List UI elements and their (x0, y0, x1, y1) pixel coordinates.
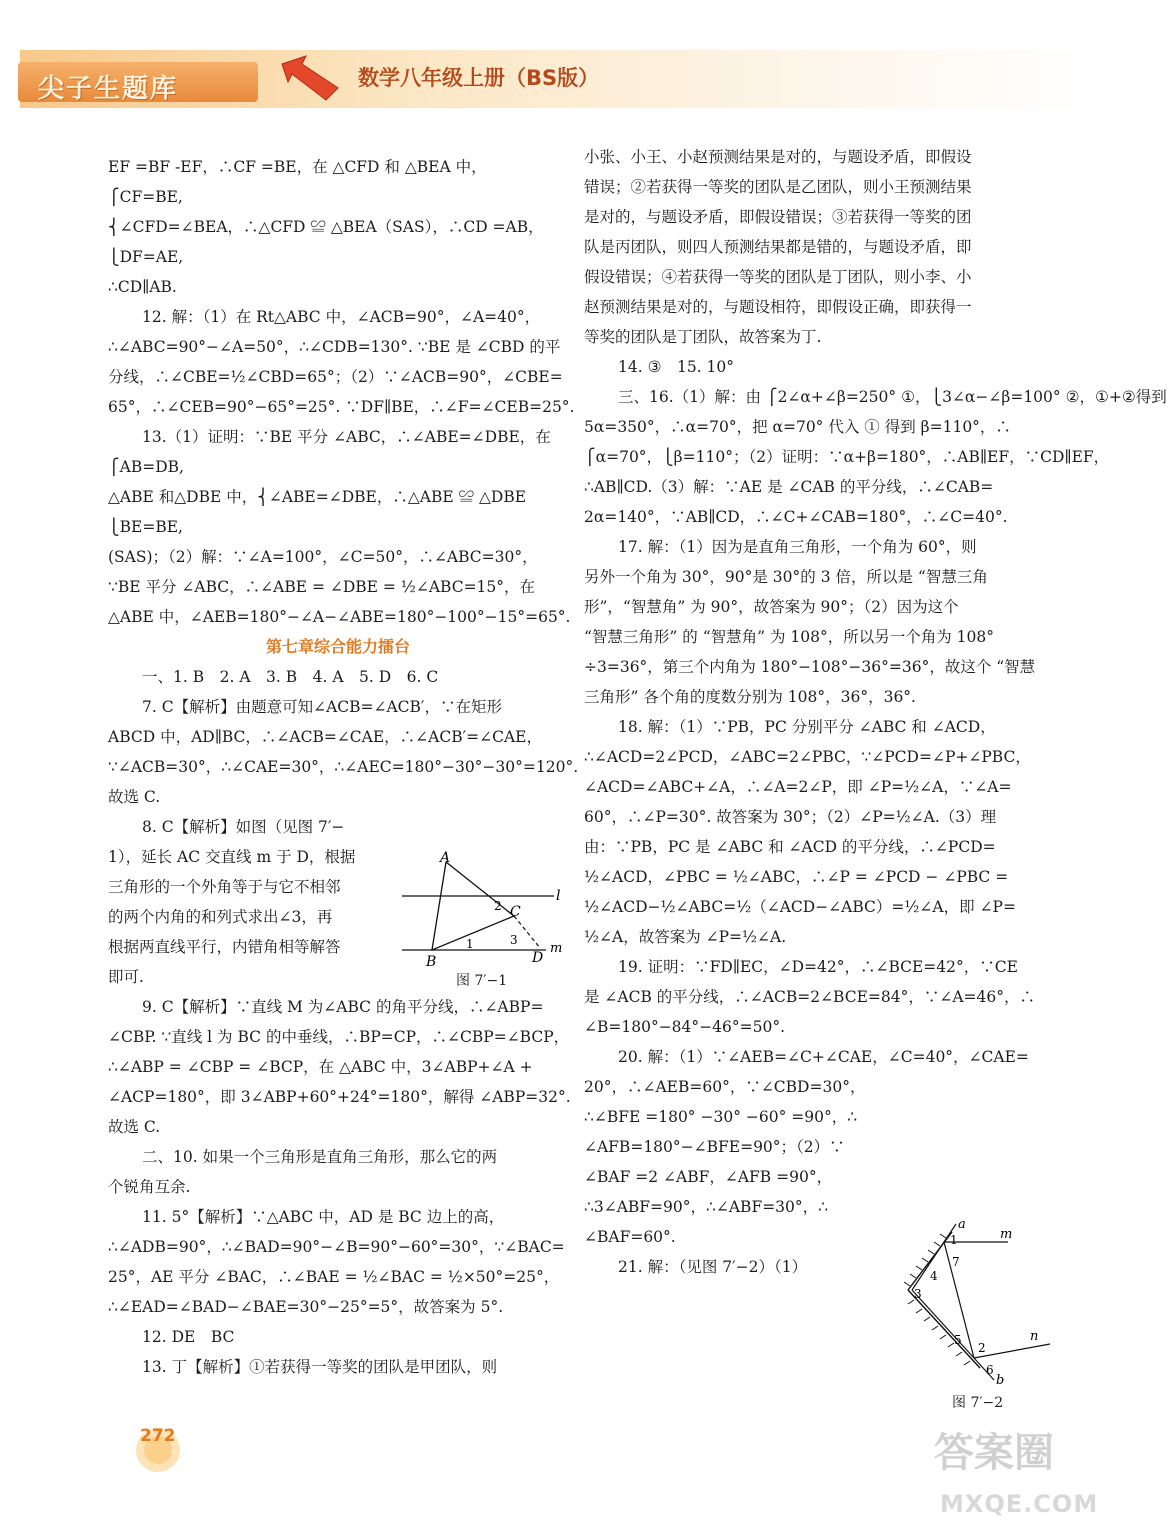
text-line: ∠AFB=180°−∠BFE=90°；（2）∵ (584, 1138, 845, 1156)
brand-banner (18, 62, 258, 102)
text-line: 形”，“智慧角” 为 90°，故答案为 90°；（2）因为这个 (584, 598, 959, 616)
text-line: ∠B=180°−84°−46°=50°. (584, 1018, 786, 1036)
text-line: 9. C【解析】∵直线 M 为∠ABC 的角平分线，∴∠ABP= (142, 998, 544, 1016)
text-line: 12. 解：（1）在 Rt△ABC 中，∠ACB=90°，∠A=40°， (142, 308, 541, 326)
text-line: 假设错误；④若获得一等奖的团队是丁团队，则小李、小 (584, 268, 972, 286)
fig2-label: 1 (950, 1233, 958, 1247)
text-line: ∴CD∥AB. (108, 278, 177, 296)
watermark-text: 答案圈 (934, 1430, 1054, 1476)
fig2-label: 5 (954, 1333, 962, 1347)
text-line: 19. 证明：∵FD∥EC，∠D=42°，∴∠BCE=42°，∵CE (618, 958, 1018, 976)
text-line: ∵BE 平分 ∠ABC，∴∠ABE = ∠DBE = ½∠ABC=15°，在 (108, 578, 536, 596)
text-line: 错误；②若获得一等奖的团队是乙团队，则小王预测结果 (584, 178, 972, 196)
fig1-label: A (440, 850, 451, 866)
text-line: 5α=350°，∴α=70°，把 α=70° 代入 ① 得到 β=110°，∴ (584, 418, 1011, 436)
text-line: 13.（1）证明：∵BE 平分 ∠ABC，∴∠ABE=∠DBE，在 (142, 428, 551, 446)
text-line: ∴∠ABP = ∠CBP = ∠BCP，在 △ABC 中，3∠ABP+∠A + (108, 1058, 533, 1076)
fig1-label: 3 (510, 933, 518, 947)
text-line: 20. 解：（1）∵∠AEB=∠C+∠CAE，∠C=40°，∠CAE= (618, 1048, 1029, 1066)
text-line: ∴3∠ABF=90°，∴∠ABF=30°，∴ (584, 1198, 829, 1216)
text-line: “智慧三角形” 的 “智慧角” 为 108°，所以另一个角为 108° (584, 628, 995, 646)
text-line: 21. 解：（见图 7′−2）（1） (618, 1258, 808, 1276)
text-line: 分线，∴∠CBE=½∠CBD=65°；（2）∵∠ACB=90°，∠CBE= (108, 368, 563, 386)
page-number: 272 (140, 1426, 176, 1446)
text-line: (SAS)；（2）解：∵∠A=100°，∠C=50°，∴∠ABC=30°， (108, 548, 538, 566)
text-line: ⎧CF=BE, (108, 188, 183, 206)
text-line: 三、16.（1）解：由 ⎧2∠α+∠β=250° ①，⎩3∠α−∠β=100° ②，①+②得到 (618, 388, 1167, 406)
text-line: 是对的，与题设矛盾，即假设错误；③若获得一等奖的团 (584, 208, 972, 226)
text-line: 即可. (108, 968, 144, 986)
text-line: 小张、小王、小赵预测结果是对的，与题设矛盾，即假设 (584, 148, 972, 166)
fig2-label: 6 (986, 1363, 994, 1377)
text-line: △ABE 中，∠AEB=180°−∠A−∠ABE=180°−100°−15°=65°. (108, 608, 571, 626)
figure-7-1 (396, 852, 566, 972)
text-line: 65°，∴∠CEB=90°−65°=25°. ∵DF∥BE，∴∠F=∠CEB=25°. (108, 398, 575, 416)
fig1-label: m (550, 941, 563, 956)
text-line: ∵∠ACB=30°，∴∠CAE=30°，∴∠AEC=180°−30°−30°=120°. (108, 758, 579, 776)
text-line: ⎩DF=AE, (108, 248, 184, 266)
fig1-label: D (532, 950, 544, 966)
text-line: 17. 解：（1）因为是直角三角形，一个角为 60°，则 (618, 538, 977, 556)
text-line: 由：∵PB，PC 是 ∠ABC 和 ∠ACD 的平分线，∴∠PCD= (584, 838, 996, 856)
figure-caption: 图 7′−2 (952, 1395, 1004, 1411)
fig2-label: 2 (978, 1341, 986, 1355)
text-line: ∠ACD=∠ABC+∠A，∴∠A=2∠P，即 ∠P=½∠A，∵∠A= (584, 778, 1012, 796)
text-line: 14. ③ 15. 10° (618, 358, 735, 376)
brand-name: 尖子生题库 (38, 74, 179, 104)
text-line: 队是丙团队，则四人预测结果都是错的，与题设矛盾，即 (584, 238, 972, 256)
fig1-label: 1 (466, 937, 474, 951)
text-line: ∴∠BFE =180° −30° −60° =90°，∴ (584, 1108, 858, 1126)
text-line: 三角形的一个外角等于与它不相邻 (108, 878, 341, 896)
watermark-url: MXQE.COM (940, 1490, 1099, 1518)
text-line: 根据两直线平行，内错角相等解答 (108, 938, 341, 956)
text-line: 7. C【解析】由题意可知∠ACB=∠ACB′，∵在矩形 (142, 698, 502, 716)
text-line: 二、10. 如果一个三角形是直角三角形，那么它的两 (142, 1148, 498, 1166)
text-line: 8. C【解析】如图（见图 7′− (142, 818, 345, 836)
fig1-label: 2 (494, 899, 502, 913)
text-line: ∴∠ADB=90°，∴∠BAD=90°−∠B=90°−60°=30°，∵∠BAC= (108, 1238, 565, 1256)
text-line: 赵预测结果是对的，与题设相符，即假设正确，即获得一 (584, 298, 972, 316)
text-line: ½∠A，故答案为 ∠P=½∠A. (584, 928, 787, 946)
fig2-label: 4 (930, 1269, 938, 1283)
text-line: ∠BAF =2 ∠ABF，∠AFB =90°， (584, 1168, 833, 1186)
arrow-icon (280, 54, 340, 102)
text-line: ÷3=36°，第三个内角为 180°−108°−36°=36°，故这个 “智慧 (584, 658, 1036, 676)
text-line: 故选 C. (108, 788, 161, 806)
fig2-label: m (1000, 1227, 1013, 1242)
text-line: 另外一个角为 30°，90°是 30°的 3 倍，所以是 “智慧三角 (584, 568, 988, 586)
fig2-label: b (996, 1373, 1005, 1388)
fig1-label: l (556, 888, 561, 904)
text-line: 三角形” 各个角的度数分别为 108°，36°，36°. (584, 688, 916, 706)
text-line: 个锐角互余. (108, 1178, 191, 1196)
text-line: 60°，∴∠P=30°. 故答案为 30°；（2）∠P=½∠A.（3）理 (584, 808, 997, 826)
fig2-label: 3 (914, 1287, 922, 1301)
figure-caption: 图 7′−1 (456, 973, 508, 989)
text-line: ⎨∠CFD=∠BEA，∴△CFD ≌ △BEA（SAS），∴CD =AB， (108, 218, 544, 236)
text-line: 一、1. B 2. A 3. B 4. A 5. D 6. C (142, 668, 439, 686)
text-line: 25°，AE 平分 ∠BAC，∴∠BAE = ½∠BAC = ½×50°=25°， (108, 1268, 560, 1286)
text-line: ⎧α=70°，⎩β=110°；（2）证明：∵α+β=180°，∴AB∥EF，∵CD∥EF， (584, 448, 1110, 466)
book-title: 数学八年级上册（BS版） (358, 66, 600, 90)
text-line: EF =BF -EF，∴CF =BE，在 △CFD 和 △BEA 中， (108, 158, 487, 176)
text-line: ⎧AB=DB, (108, 458, 184, 476)
fig1-label: B (426, 954, 437, 970)
text-line: 11. 5°【解析】∵△ABC 中，AD 是 BC 边上的高， (142, 1208, 505, 1226)
figure-7-2 (898, 1218, 1068, 1388)
text-line: 等奖的团队是丁团队，故答案为丁. (584, 328, 822, 346)
text-line: 是 ∠ACB 的平分线，∴∠ACB=2∠BCE=84°，∵∠A=46°，∴ (584, 988, 1036, 1006)
text-line: 13. 丁【解析】①若获得一等奖的团队是甲团队，则 (142, 1358, 498, 1376)
text-line: ½∠ACD−½∠ABC=½（∠ACD−∠ABC）=½∠A，即 ∠P= (584, 898, 1016, 916)
text-line: 20°，∴∠AEB=60°，∵∠CBD=30°， (584, 1078, 866, 1096)
text-line: ∴∠ABC=90°−∠A=50°，∴∠CDB=130°. ∵BE 是 ∠CBD 的平 (108, 338, 561, 356)
left-column (108, 152, 579, 1382)
text-line: ∠CBP. ∵直线 l 为 BC 的中垂线，∴BP=CP，∴∠CBP=∠BCP， (108, 1028, 570, 1046)
fig2-label: 7 (952, 1255, 960, 1269)
text-line: 故选 C. (108, 1118, 161, 1136)
text-line: ∴AB∥CD.（3）解：∵AE 是 ∠CAB 的平分线，∴∠CAB= (584, 478, 994, 496)
fig2-label: a (958, 1217, 966, 1232)
text-line: 12. DE BC (142, 1328, 235, 1346)
text-line: ∠ACP=180°，即 3∠ABP+60°+24°=180°，解得 ∠ABP=32°. (108, 1088, 571, 1106)
text-line: ∠BAF=60°. (584, 1228, 676, 1246)
text-line: ½∠ACD，∠PBC = ½∠ABC，∴∠P = ∠PCD − ∠PBC = (584, 868, 1009, 886)
text-line: 1），延长 AC 交直线 m 于 D，根据 (108, 848, 356, 866)
text-line: ⎩BE=BE, (108, 518, 183, 536)
text-line: △ABE 和△DBE 中，⎨∠ABE=∠DBE，∴△ABE ≌ △DBE (108, 488, 527, 506)
right-column (584, 142, 1167, 1282)
fig1-label: C (510, 904, 521, 920)
text-line: 的两个内角的和列式求出∠3，再 (108, 908, 333, 926)
text-line: ∴∠EAD=∠BAD−∠BAE=30°−25°=5°，故答案为 5°. (108, 1298, 504, 1316)
text-line: ∴∠ACD=2∠PCD，∠ABC=2∠PBC，∵∠PCD=∠P+∠PBC， (584, 748, 1031, 766)
text-line: 18. 解：（1）∵PB，PC 分别平分 ∠ABC 和 ∠ACD， (618, 718, 996, 736)
text-line: 2α=140°，∵AB∥CD，∴∠C+∠CAB=180°，∴∠C=40°. (584, 508, 1008, 526)
text-line: ABCD 中，AD∥BC，∴∠ACB=∠CAE，∴∠ACB′=∠CAE， (108, 728, 542, 746)
section-title: 第七章综合能力擂台 (265, 637, 410, 656)
fig2-label: n (1030, 1329, 1039, 1344)
